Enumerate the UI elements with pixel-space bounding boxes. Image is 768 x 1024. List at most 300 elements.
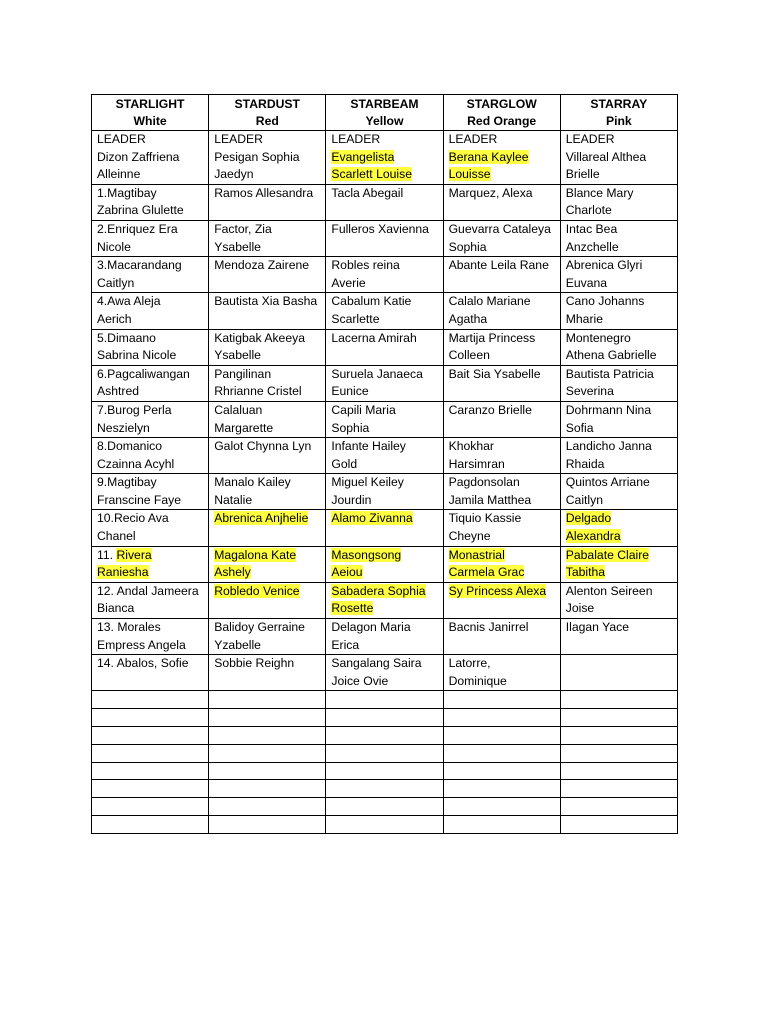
- cell-text: [331, 131, 437, 184]
- table-cell: [443, 293, 560, 329]
- table-cell: [443, 474, 560, 510]
- empty-cell: [560, 798, 677, 816]
- highlighted-name: Rivera Raniesha: [97, 547, 152, 580]
- group-name: STARDUST: [234, 97, 300, 111]
- table-row: [92, 582, 678, 618]
- cell-text: [331, 547, 437, 582]
- empty-cell: [560, 709, 677, 727]
- cell-text: [97, 221, 203, 256]
- cell-text: [566, 293, 672, 328]
- empty-cell: [209, 815, 326, 833]
- table-row: [92, 401, 678, 437]
- table-cell: [209, 546, 326, 582]
- name-text: Galot Chynna Lyn: [214, 439, 312, 454]
- table-cell: [326, 546, 443, 582]
- name-text: 4.Awa Aleja Aerich: [97, 294, 161, 326]
- cell-text: [331, 583, 437, 618]
- empty-cell: [443, 727, 560, 745]
- table-cell: [560, 510, 677, 546]
- empty-row: [92, 691, 678, 709]
- cell-text: [214, 221, 320, 256]
- group-color: Pink: [605, 113, 632, 128]
- name-text: LEADER Pesigan Sophia Jaedyn: [214, 132, 300, 182]
- table-cell: [209, 582, 326, 618]
- empty-cell: [92, 691, 209, 709]
- name-text: Bacnis Janirrel: [448, 620, 529, 635]
- table-cell: [326, 619, 443, 655]
- cell-text: [449, 402, 555, 420]
- name-text: Ramos Allesandra: [214, 185, 314, 200]
- name-text: Montenegro Athena Gabrielle: [565, 330, 657, 363]
- table-cell: [560, 329, 677, 365]
- empty-cell: [209, 762, 326, 780]
- group-name: STARRAY: [590, 97, 648, 111]
- empty-row: [92, 744, 678, 762]
- cell-text: [214, 474, 320, 509]
- name-text: Sangalang Saira Joice Ovie: [331, 656, 422, 688]
- table-cell: [443, 131, 560, 185]
- name-text: 13. Morales Empress Angela: [97, 620, 186, 652]
- cell-text: [566, 366, 672, 401]
- table-cell: [443, 401, 560, 437]
- highlighted-name: Magalona Kate Ashely: [214, 547, 297, 580]
- group-name: STARBEAM: [350, 97, 419, 111]
- cell-text: [566, 547, 672, 582]
- cell-text: [566, 257, 672, 292]
- name-text: Pangilinan Rhrianne Cristel: [214, 366, 302, 399]
- name-text: Lacerna Amirah: [331, 330, 417, 345]
- name-text: Alenton Seireen Joise: [565, 583, 653, 616]
- table-row: [92, 546, 678, 582]
- cell-text: [449, 330, 555, 365]
- cell-text: [449, 257, 555, 275]
- name-text: 3.Macarandang Caitlyn: [97, 258, 182, 290]
- group-roster-table: [91, 94, 678, 834]
- cell-text: [97, 474, 203, 509]
- table-row: [92, 365, 678, 401]
- cell-text: [331, 402, 437, 437]
- table-row: [92, 293, 678, 329]
- name-text: 14. Abalos, Sofie: [97, 656, 189, 671]
- table-cell: [326, 655, 443, 691]
- empty-cell: [443, 815, 560, 833]
- cell-text: [97, 185, 203, 220]
- table-cell: [560, 293, 677, 329]
- table-cell: [443, 510, 560, 546]
- table-row: [92, 438, 678, 474]
- cell-text: [214, 547, 320, 582]
- name-text: Blance Mary Charlote: [565, 185, 634, 218]
- cell-text: [566, 438, 672, 473]
- table-cell: [326, 184, 443, 220]
- name-text: Latorre, Dominique: [448, 656, 507, 688]
- empty-cell: [560, 727, 677, 745]
- table-cell: [209, 220, 326, 256]
- table-cell: [209, 510, 326, 546]
- cell-text: [566, 221, 672, 256]
- table-cell: [92, 329, 209, 365]
- header-stardust: [209, 95, 326, 131]
- empty-cell: [443, 780, 560, 798]
- header-row: [92, 95, 678, 131]
- empty-cell: [560, 815, 677, 833]
- cell-text: [214, 619, 320, 654]
- table-cell: [92, 365, 209, 401]
- name-text: Delagon Maria Erica: [331, 620, 411, 652]
- table-cell: [443, 220, 560, 256]
- cell-text: [214, 131, 320, 184]
- cell-text: [566, 131, 672, 184]
- table-cell: [92, 582, 209, 618]
- name-text: Abrenica Glyri Euvana: [565, 258, 643, 290]
- table-cell: [443, 365, 560, 401]
- table-cell: [209, 131, 326, 185]
- name-text: Tacla Abegail: [331, 185, 404, 200]
- table-cell: [560, 220, 677, 256]
- name-text: Dohrmann Nina Sofia: [565, 402, 652, 435]
- name-text: Quintos Arriane Caitlyn: [565, 475, 650, 507]
- name-text: Khokhar Harsimran: [448, 439, 505, 471]
- name-text: Pagdonsolan Jamila Matthea: [448, 475, 532, 507]
- empty-cell: [326, 798, 443, 816]
- empty-cell: [443, 691, 560, 709]
- table-row: [92, 655, 678, 691]
- cell-text: [97, 583, 203, 618]
- table-cell: [326, 365, 443, 401]
- cell-text: [97, 293, 203, 328]
- empty-cell: [443, 709, 560, 727]
- table-cell: [326, 474, 443, 510]
- header-starlight: [92, 95, 209, 131]
- table-row: [92, 329, 678, 365]
- empty-cell: [92, 709, 209, 727]
- table-cell: [92, 257, 209, 293]
- cell-text: [449, 583, 555, 601]
- cell-text: [214, 330, 320, 365]
- empty-row: [92, 780, 678, 798]
- cell-text: [97, 619, 203, 654]
- table-row: [92, 184, 678, 220]
- cell-text: [449, 221, 555, 256]
- table-cell: [560, 546, 677, 582]
- cell-text: [449, 547, 555, 582]
- highlighted-name: Abrenica Anjhelie: [214, 511, 309, 526]
- empty-cell: [92, 744, 209, 762]
- cell-text: [214, 438, 320, 456]
- cell-text: [97, 510, 203, 545]
- table-cell: [209, 293, 326, 329]
- name-text: Bautista Patricia Severina: [565, 366, 654, 399]
- table-cell: [560, 438, 677, 474]
- table-cell: [92, 401, 209, 437]
- cell-text: [214, 185, 320, 203]
- cell-text: [97, 257, 203, 292]
- name-text: 1.Magtibay Zabrina Glulette: [97, 185, 184, 218]
- empty-row: [92, 727, 678, 745]
- table-cell: [560, 582, 677, 618]
- name-text: Sobbie Reighn: [214, 656, 295, 671]
- empty-cell: [443, 744, 560, 762]
- empty-cell: [560, 744, 677, 762]
- table-cell: [92, 474, 209, 510]
- group-color: Red: [255, 113, 279, 128]
- name-text: 6.Pagcaliwangan Ashtred: [97, 366, 190, 399]
- name-text: 7.Burog Perla Neszielyn: [97, 402, 172, 435]
- group-name: STARLIGHT: [115, 97, 185, 111]
- table-cell: [326, 582, 443, 618]
- empty-cell: [92, 727, 209, 745]
- table-cell: [560, 131, 677, 185]
- empty-cell: [209, 780, 326, 798]
- empty-cell: [443, 762, 560, 780]
- empty-cell: [326, 744, 443, 762]
- cell-text: [566, 330, 672, 365]
- name-text: 10.Recio Ava Chanel: [97, 511, 169, 544]
- table-cell: [92, 293, 209, 329]
- cell-text: [214, 510, 320, 528]
- cell-text: [214, 655, 320, 673]
- table-cell: [443, 655, 560, 691]
- empty-cell: [209, 709, 326, 727]
- empty-cell: [209, 798, 326, 816]
- cell-text: [97, 547, 203, 582]
- highlighted-name: Sabadera Sophia Rosette: [331, 583, 426, 616]
- table-cell: [560, 401, 677, 437]
- cell-text: [566, 185, 672, 220]
- name-text: Bait Sia Ysabelle: [448, 366, 541, 381]
- name-text: 5.Dimaano Sabrina Nicole: [97, 330, 177, 363]
- table-cell: [92, 619, 209, 655]
- highlighted-name: Robledo Venice: [214, 583, 300, 598]
- empty-cell: [92, 762, 209, 780]
- name-text: Capili Maria Sophia: [331, 402, 396, 435]
- name-text: 11.: [97, 547, 117, 562]
- empty-cell: [209, 744, 326, 762]
- table-cell: [92, 438, 209, 474]
- name-text: Caranzo Brielle: [448, 402, 532, 417]
- group-color: Yellow: [365, 113, 404, 128]
- cell-text: [449, 185, 555, 203]
- table-cell: [443, 582, 560, 618]
- name-text: 8.Domanico Czainna Acyhl: [97, 439, 175, 471]
- table-cell: [209, 474, 326, 510]
- name-text: Infante Hailey Gold: [331, 439, 406, 471]
- table-row: [92, 619, 678, 655]
- cell-text: [97, 366, 203, 401]
- empty-cell: [326, 762, 443, 780]
- cell-text: [214, 293, 320, 311]
- table-cell: [92, 655, 209, 691]
- cell-text: [566, 474, 672, 509]
- empty-cell: [209, 691, 326, 709]
- empty-cell: [326, 709, 443, 727]
- header-starray: [560, 95, 677, 131]
- highlighted-name: Delgado Alexandra: [565, 511, 621, 544]
- table-header: [92, 95, 678, 131]
- empty-cell: [326, 691, 443, 709]
- cell-text: [97, 330, 203, 365]
- cell-text: [97, 402, 203, 437]
- name-text: Landicho Janna Rhaida: [565, 439, 652, 471]
- empty-cell: [326, 780, 443, 798]
- cell-text: [449, 655, 555, 690]
- name-text: Calaluan Margarette: [214, 402, 274, 435]
- highlighted-name: Berana Kaylee Louisse: [448, 149, 529, 182]
- name-text: Abante Leila Rane: [448, 258, 549, 273]
- header-starglow: [443, 95, 560, 131]
- empty-cell: [92, 815, 209, 833]
- table-cell: [560, 474, 677, 510]
- name-text: Miguel Keiley Jourdin: [331, 475, 404, 507]
- highlighted-name: Pabalate Claire Tabitha: [565, 547, 650, 580]
- table-row: [92, 257, 678, 293]
- table-row: [92, 510, 678, 546]
- name-text: Martija Princess Colleen: [448, 330, 536, 363]
- cell-text: [331, 221, 437, 239]
- cell-text: [331, 330, 437, 348]
- cell-text: [331, 510, 437, 528]
- table-row: [92, 220, 678, 256]
- highlighted-name: Monastrial Carmela Grac: [448, 547, 525, 580]
- name-text: 12. Andal Jameera Bianca: [97, 583, 199, 616]
- name-text: Intac Bea Anzchelle: [565, 221, 619, 254]
- table-cell: [209, 401, 326, 437]
- name-text: Factor, Zia Ysabelle: [214, 221, 272, 254]
- name-text: Ilagan Yace: [565, 620, 629, 635]
- cell-text: [566, 402, 672, 437]
- table-body: [92, 131, 678, 834]
- header-starbeam: [326, 95, 443, 131]
- table-cell: [209, 365, 326, 401]
- table-cell: [326, 131, 443, 185]
- cell-text: [331, 619, 437, 654]
- table-cell: [443, 329, 560, 365]
- cell-text: [331, 185, 437, 203]
- table-cell: [560, 257, 677, 293]
- name-text: Cabalum Katie Scarlette: [331, 294, 412, 326]
- highlighted-name: Sy Princess Alexa: [448, 583, 547, 598]
- cell-text: [331, 366, 437, 401]
- table-cell: [92, 220, 209, 256]
- highlighted-name: Evangelista Scarlett Louise: [331, 149, 412, 182]
- name-text: Guevarra Cataleya Sophia: [448, 221, 551, 254]
- empty-cell: [92, 798, 209, 816]
- table-cell: [326, 329, 443, 365]
- group-color: Red Orange: [467, 113, 537, 128]
- empty-row: [92, 709, 678, 727]
- cell-text: [566, 619, 672, 637]
- table-cell: [326, 293, 443, 329]
- empty-row: [92, 762, 678, 780]
- highlighted-name: Masongsong Aeiou: [331, 547, 402, 580]
- cell-text: [214, 257, 320, 275]
- name-text: Calalo Mariane Agatha: [448, 294, 531, 326]
- cell-text: [331, 655, 437, 690]
- table-row: [92, 474, 678, 510]
- cell-text: [449, 131, 555, 184]
- name-text: Cano Johanns Mharie: [565, 294, 645, 326]
- name-text: Tiquio Kassie Cheyne: [448, 511, 522, 544]
- name-text: Balidoy Gerraine Yzabelle: [214, 620, 305, 652]
- empty-cell: [209, 727, 326, 745]
- name-text: 2.Enriquez Era Nicole: [97, 221, 178, 254]
- group-name: STARGLOW: [466, 97, 537, 111]
- empty-cell: [560, 762, 677, 780]
- cell-text: [449, 366, 555, 384]
- name-text: LEADER: [448, 132, 498, 146]
- name-text: Robles reina Averie: [331, 258, 400, 290]
- empty-cell: [326, 727, 443, 745]
- cell-text: [449, 438, 555, 473]
- table-cell: [209, 257, 326, 293]
- table-cell: [443, 257, 560, 293]
- table-cell: [443, 546, 560, 582]
- cell-text: [97, 438, 203, 473]
- table-cell: [443, 619, 560, 655]
- cell-text: [214, 402, 320, 437]
- table-cell: [209, 619, 326, 655]
- name-text: LEADER: [331, 132, 381, 146]
- highlighted-name: Alamo Zivanna: [331, 511, 413, 526]
- name-text: Marquez, Alexa: [448, 185, 533, 200]
- group-color: White: [133, 113, 167, 128]
- empty-cell: [560, 780, 677, 798]
- table-cell: [209, 438, 326, 474]
- table-cell: [560, 619, 677, 655]
- name-text: Mendoza Zairene: [214, 258, 310, 273]
- cell-text: [214, 366, 320, 401]
- empty-cell: [443, 798, 560, 816]
- table-cell: [209, 329, 326, 365]
- name-text: Katigbak Akeeya Ysabelle: [214, 330, 305, 363]
- empty-row: [92, 815, 678, 833]
- table-cell: [326, 401, 443, 437]
- cell-text: [449, 510, 555, 545]
- cell-text: [449, 619, 555, 637]
- cell-text: [97, 131, 203, 184]
- name-text: Manalo Kailey Natalie: [214, 475, 291, 507]
- table-cell: [326, 220, 443, 256]
- table-cell: [326, 257, 443, 293]
- cell-text: [566, 510, 672, 545]
- empty-cell: [326, 815, 443, 833]
- name-text: Fulleros Xavienna: [331, 221, 429, 236]
- empty-cell: [560, 691, 677, 709]
- cell-text: [214, 583, 320, 601]
- table-cell: [443, 438, 560, 474]
- table-cell: [92, 510, 209, 546]
- cell-text: [331, 438, 437, 473]
- cell-text: [449, 293, 555, 328]
- table-cell: [92, 131, 209, 185]
- table-cell: [209, 655, 326, 691]
- cell-text: [331, 293, 437, 328]
- cell-text: [566, 583, 672, 618]
- empty-row: [92, 798, 678, 816]
- cell-text: [449, 474, 555, 509]
- name-text: Bautista Xia Basha: [214, 294, 318, 309]
- table-cell: [92, 184, 209, 220]
- table-cell: [443, 184, 560, 220]
- table-cell: [326, 510, 443, 546]
- empty-cell: [92, 780, 209, 798]
- name-text: Suruela Janaeca Eunice: [331, 366, 423, 399]
- table-cell: [92, 546, 209, 582]
- table-row: [92, 131, 678, 185]
- name-text: LEADER Villareal Althea Brielle: [565, 132, 647, 182]
- cell-text: [97, 655, 203, 673]
- name-text: LEADER Dizon Zaffriena Alleinne: [97, 132, 180, 182]
